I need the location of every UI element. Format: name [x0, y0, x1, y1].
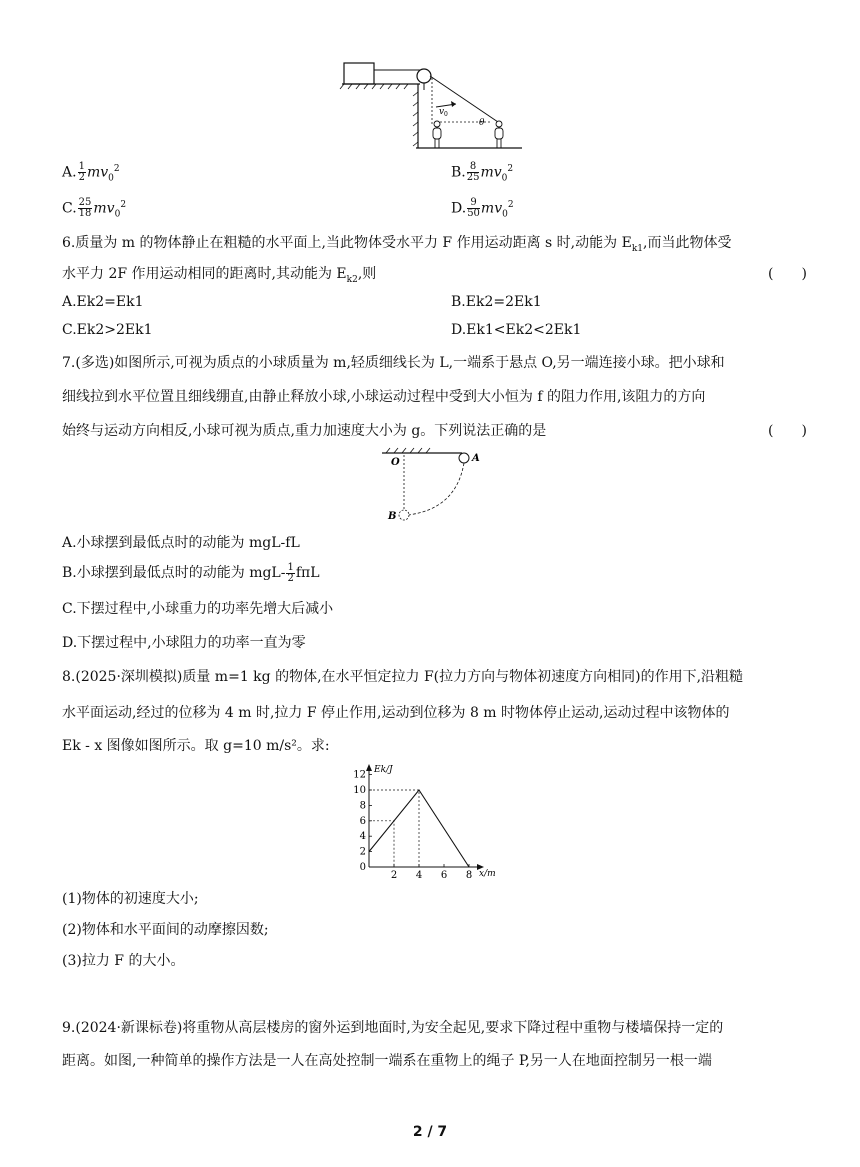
q5-option-d: D. $\frac{9}{50}$ $mv_0^2$: [451, 197, 514, 220]
q5-option-c: C. $\frac{25}{18}$ $mv_0^2$: [62, 197, 127, 220]
x-tick-label: 8: [465, 870, 473, 880]
person-left-icon: [433, 121, 441, 148]
x-tick-label: 2: [390, 870, 398, 880]
q7-stem-line2: 细线拉到水平位置且细线绷直,由静止释放小球,小球运动过程中受到大小恒为 f 的阻力作用,该阻力的方向: [62, 389, 706, 405]
page-number: 2 / 7: [412, 1124, 448, 1140]
q5-pulley-figure: [338, 56, 528, 152]
q8-stem-line2: 水平面运动,经过的位移为 4 m 时,拉力 F 停止作用,运动到位移为 8 m 时物体停止运动,运动过程中该物体的: [62, 705, 730, 721]
y-tick-label: 8: [359, 800, 366, 812]
point-o-label: O: [391, 457, 400, 468]
q8-stem-line3: Ek - x 图像如图所示。取 g=10 m/s²。求:: [62, 738, 330, 754]
q7-option-c: C.下摆过程中,小球重力的功率先增大后减小: [62, 601, 334, 617]
q9-stem-line1: 9.(2024·新课标卷)将重物从高层楼房的窗外运到地面时,为安全起见,要求下降过程中重物与楼墙保持一定的: [62, 1020, 724, 1036]
q8-subquestion-2: (2)物体和水平面间的动摩擦因数;: [62, 922, 269, 938]
q7-answer-paren: ( ): [768, 423, 807, 439]
theta-label: θ: [479, 118, 485, 128]
q5-option-a: A. $\frac{1}{2}$ $mv_0^2$: [62, 161, 120, 184]
q8-stem-line1: 8.(2025·深圳模拟)质量 m=1 kg 的物体,在水平恒定拉力 F(拉力方向与物体初速度方向相同)的作用下,沿粗糙: [62, 669, 744, 685]
y-tick-label: 10: [353, 785, 366, 796]
x-axis-label: x/m: [479, 869, 496, 879]
x-tick-label: 6: [440, 870, 448, 880]
q6-answer-paren: ( ): [768, 266, 807, 282]
q6-option-b: B.Ek2=2Ek1: [451, 294, 542, 310]
q6-option-d: D.Ek1<Ek2<2Ek1: [451, 322, 582, 338]
y-tick-label: 6: [359, 815, 366, 827]
q7-stem-line3: 始终与运动方向相反,小球可视为质点,重力加速度大小为 g。下列说法正确的是: [62, 423, 547, 439]
q6-stem-line1: 6.质量为 m 的物体静止在粗糙的水平面上,当此物体受水平力 F 作用运动距离 s 时,动能为 $E_{k1}$,而当此物体受: [62, 235, 732, 254]
guide-dashed-line: [369, 821, 394, 867]
y-tick-label: 2: [359, 846, 366, 858]
y-tick-label: 0: [359, 862, 366, 873]
q7-pendulum-figure: [376, 447, 496, 525]
x-tick-label: 4: [415, 870, 423, 880]
q6-option-a: A.Ek2=Ek1: [62, 294, 144, 310]
q6-stem-line2: 水平力 2F 作用运动相同的距离时,其动能为 $E_{k2}$,则: [62, 266, 377, 285]
v0-label: v: [439, 107, 445, 117]
person-right-icon: [495, 121, 503, 148]
q5-option-b: B. $\frac{8}{25}$ $mv_0^2$: [451, 161, 514, 184]
q7-option-b: B.小球摆到最低点时的动能为 mgL- $\frac{1}{2}$ fπL: [62, 561, 320, 584]
q8-subquestion-3: (3)拉力 F 的大小。: [62, 953, 185, 969]
y-tick-label: 12: [353, 769, 366, 781]
point-a-label: A: [472, 453, 480, 464]
q7-option-d: D.下摆过程中,小球阻力的功率一直为零: [62, 635, 306, 651]
q7-option-a: A.小球摆到最低点时的动能为 mgL-fL: [62, 535, 300, 551]
q6-option-c: C.Ek2>2Ek1: [62, 322, 153, 338]
point-b-label: B: [388, 511, 397, 522]
q7-stem-line1: 7.(多选)如图所示,可视为质点的小球质量为 m,轻质细线长为 L,一端系于悬点 O,另一端连接小球。把小球和: [62, 355, 725, 371]
q8-subquestion-1: (1)物体的初速度大小;: [62, 891, 199, 907]
y-axis-arrow: [366, 764, 372, 771]
q8-ek-x-chart: [352, 762, 512, 880]
y-axis-label: Ek/J: [374, 765, 393, 775]
q9-stem-line2: 距离。如图,一种简单的操作方法是一人在高处控制一端系在重物上的绳子 P,另一人在地面控制另一根一端: [62, 1053, 712, 1069]
y-tick-label: 4: [359, 831, 366, 843]
v0-subscript: 0: [444, 111, 448, 118]
